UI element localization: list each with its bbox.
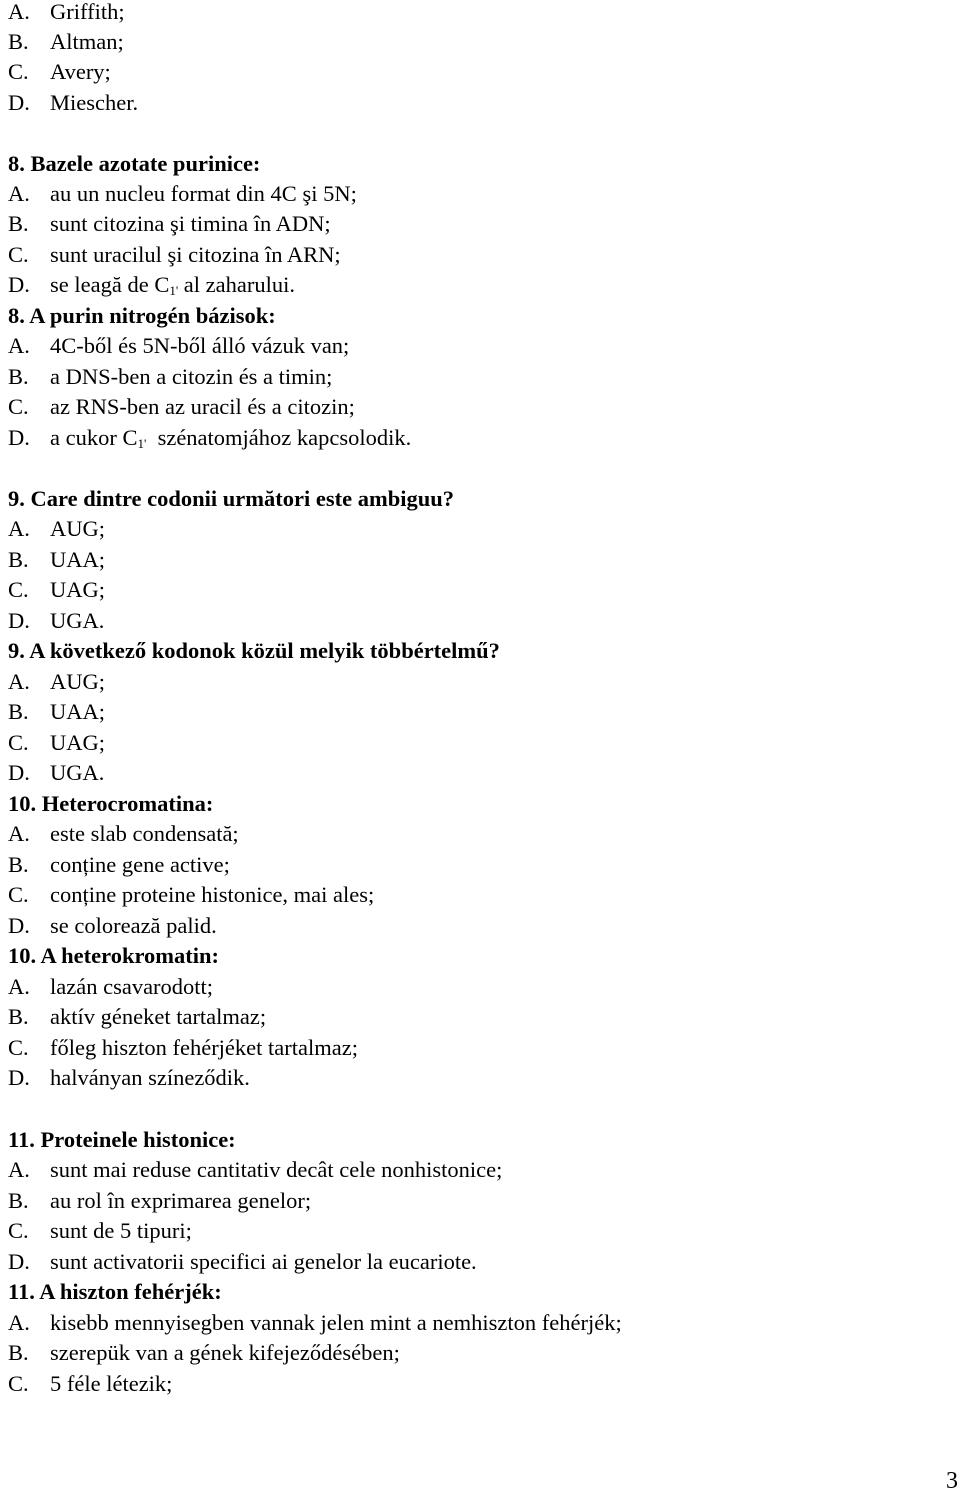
question-title: 9. A következő kodonok közül melyik többértelmű? [8,638,500,663]
question-title: 8. Bazele azotate purinice: [8,151,261,176]
option-a: A. au un nucleu format din 4C şi 5N; [8,181,357,206]
subscript: 1' [137,436,147,451]
page-number: 3 [946,1468,958,1494]
option-d: D. UGA. [8,760,105,785]
option-c: C. conține proteine histonice, mai ales; [8,882,375,907]
option-d: D. Miescher. [8,90,139,115]
option-a: A. Griffith; [8,0,125,24]
question-title: 11. Proteinele histonice: [8,1127,236,1152]
option-b: B. a DNS-ben a citozin és a timin; [8,364,333,389]
option-b: B. Altman; [8,29,124,54]
option-b: B. conține gene active; [8,852,230,877]
option-d: D. se leagă de $C_{1'}$ al zaharului. [8,272,295,298]
option-b: B. sunt citozina şi timina în ADN; [8,211,331,236]
question-title: 10. A heterokromatin: [8,943,220,968]
option-a: A. kisebb mennyisegben vannak jelen mint a nemhiszton fehérjék; [8,1310,622,1335]
option-d: D. a cukor $C_{1'}$ szénatomjához kapcsolodik. [8,425,412,451]
option-a: A. sunt mai reduse cantitativ decât cele nonhistonice; [8,1157,503,1182]
question-title: 10. Heterocromatina: [8,791,214,816]
option-d: D. halványan színeződik. [8,1065,250,1090]
option-b: B. UAA; [8,547,105,572]
option-b: B. UAA; [8,699,105,724]
option-b: B. aktív géneket tartalmaz; [8,1004,267,1029]
option-c: C. 5 féle létezik; [8,1371,173,1396]
option-c: C. az RNS-ben az uracil és a citozin; [8,394,355,419]
option-c: C. Avery; [8,59,111,84]
option-a: A. lazán csavarodott; [8,974,214,999]
question-title: 11. A hiszton fehérjék: [8,1279,222,1304]
option-b: B. au rol în exprimarea genelor; [8,1188,312,1213]
option-a: A. AUG; [8,669,105,694]
option-d: D. UGA. [8,608,105,633]
subscript: 1' [169,283,179,298]
option-c: C. sunt de 5 tipuri; [8,1218,192,1243]
option-a: A. 4C-ből és 5N-ből álló vázuk van; [8,333,350,358]
option-c: C. főleg hiszton fehérjéket tartalmaz; [8,1035,358,1060]
option-c: C. UAG; [8,577,105,602]
option-a: A. AUG; [8,516,105,541]
question-title: 8. A purin nitrogén bázisok: [8,303,276,328]
option-c: C. UAG; [8,730,105,755]
option-a: A. este slab condensată; [8,821,239,846]
option-c: C. sunt uracilul şi citozina în ARN; [8,242,341,267]
option-b: B. szerepük van a gének kifejeződésében; [8,1340,400,1365]
option-d: D. sunt activatorii specifici ai genelor la eucariote. [8,1249,477,1274]
option-d: D. se colorează palid. [8,913,217,938]
question-title: 9. Care dintre codonii următori este ambiguu? [8,486,455,511]
